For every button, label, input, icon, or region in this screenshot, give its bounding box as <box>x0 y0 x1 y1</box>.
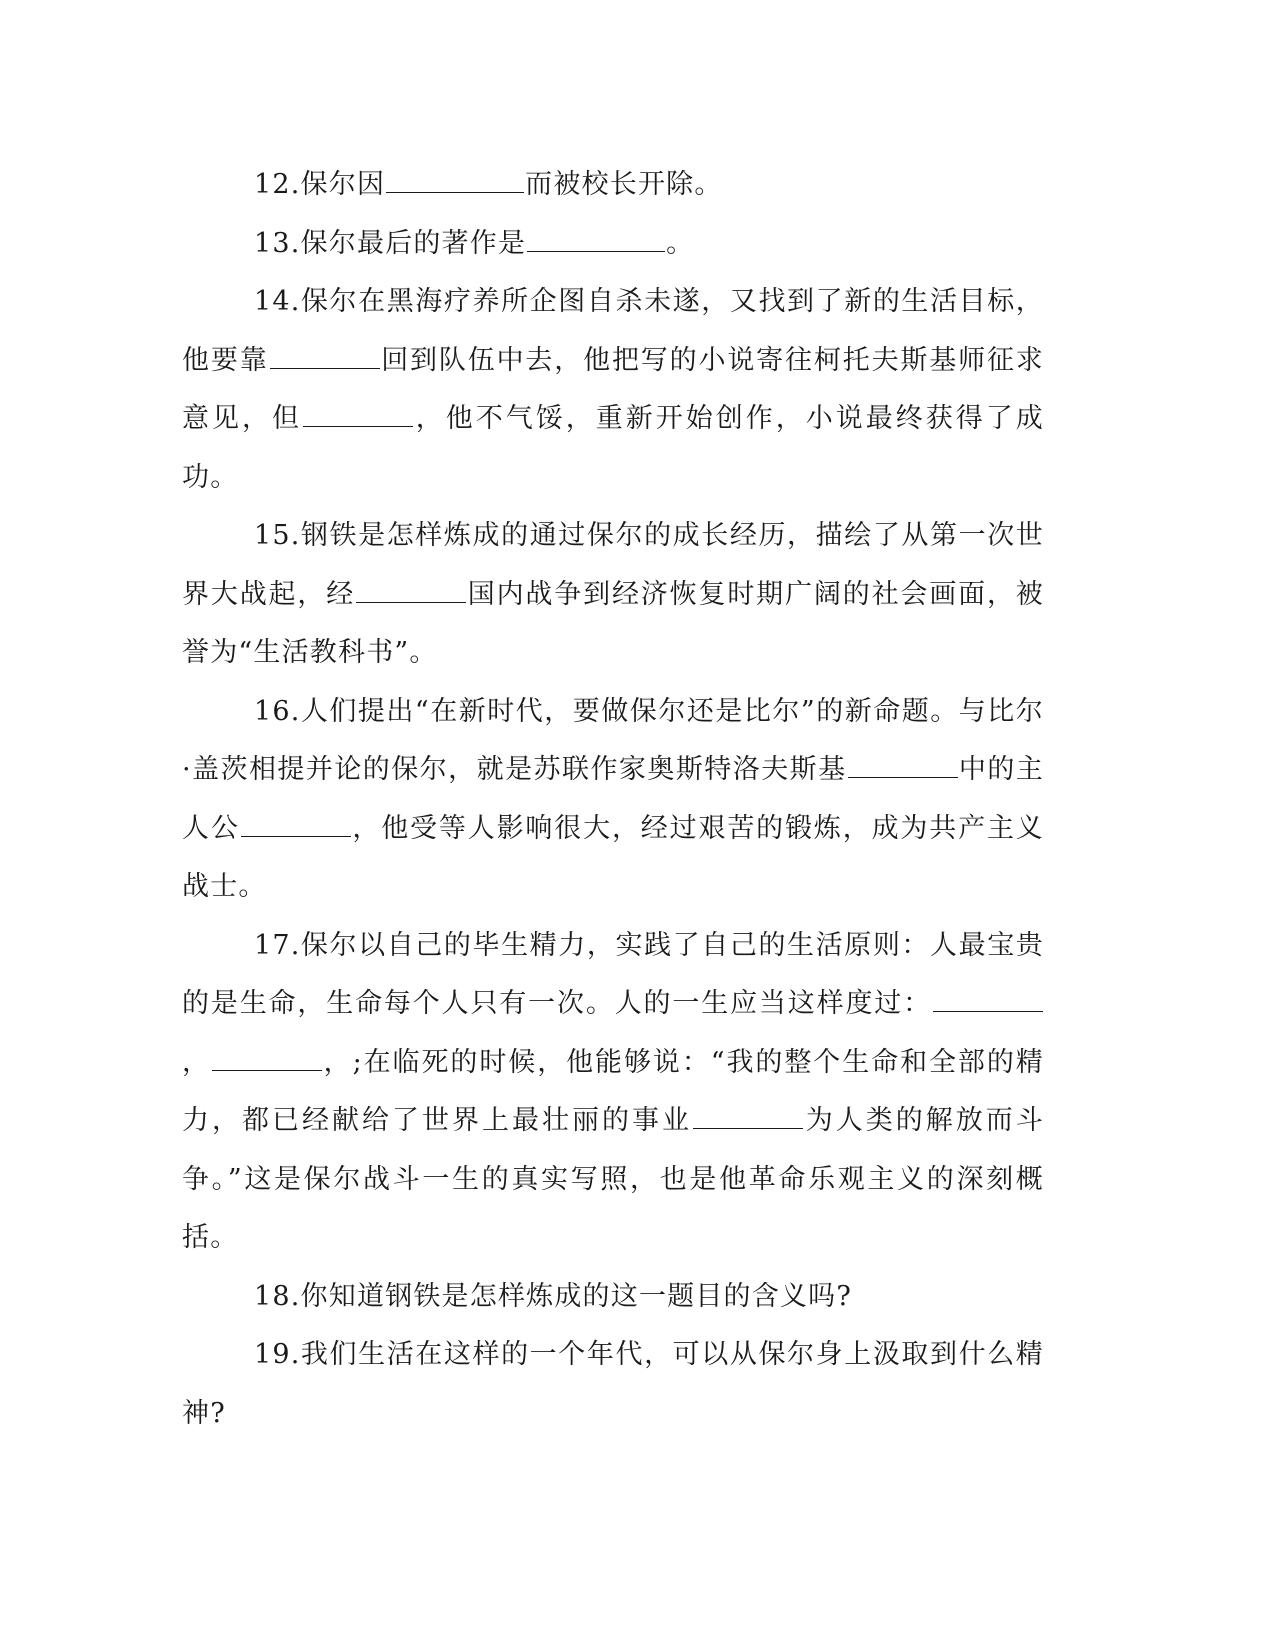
question-17 <box>182 917 1044 1268</box>
question-19 <box>182 1326 1044 1443</box>
question-text: 为人类的解放而斗争。”这是保尔战斗一生的真实写照，也是他革命乐观主义的深刻概括。 <box>182 1105 1044 1253</box>
question-text: 国内战争到经济恢复时期广阔的社会画面，被誉为“生活教科书”。 <box>182 578 1044 668</box>
question-text: 15.钢铁是怎样炼成的通过保尔的成长经历，描绘了从第一次世界大战起，经 <box>182 520 1044 610</box>
answer-blank <box>356 580 466 603</box>
question-text: 14.保尔在黑海疗养所企图自杀未遂，又找到了新的生活目标，他要靠 <box>182 286 1044 376</box>
question-text: ，他不气馁，重新开始创作，小说最终获得了成功。 <box>182 403 1044 493</box>
question-15 <box>182 507 1044 683</box>
question-text: 12.保尔因 <box>254 169 386 200</box>
question-text: 16.人们提出“在新时代，要做保尔还是比尔”的新命题。与比尔·盖茨相提并论的保尔，就是苏联作家奥斯特洛夫斯基 <box>182 695 1044 785</box>
question-text: 13.保尔最后的著作是 <box>254 227 527 259</box>
answer-blank <box>527 229 665 252</box>
answer-blank <box>303 404 413 427</box>
question-18 <box>182 1268 1044 1327</box>
answer-blank <box>270 346 380 369</box>
question-list <box>182 156 1044 1443</box>
question-text: 19.我们生活在这样的一个年代，可以从保尔身上汲取到什么精神? <box>182 1339 1044 1429</box>
question-text: 而被校长开除。 <box>525 169 723 200</box>
question-text: 18.你知道钢铁是怎样炼成的这一题目的含义吗? <box>254 1280 853 1312</box>
answer-blank <box>933 989 1043 1012</box>
answer-blank <box>212 1048 322 1071</box>
answer-blank <box>848 755 958 778</box>
question-12 <box>182 156 1044 215</box>
question-text: ，他受等人影响很大，经过艰苦的锻炼，成为共产主义战士。 <box>182 812 1044 902</box>
question-14 <box>182 273 1044 507</box>
question-text: ，;在临死的时候，他能够说：“我的整个生命和全部的精力，都已经献给了世界上最壮丽的事业 <box>182 1046 1044 1136</box>
answer-blank <box>241 814 351 837</box>
question-16 <box>182 683 1044 917</box>
question-text: 回到队伍中去，他把写的小说寄往柯托夫斯基师征求意见，但 <box>182 344 1044 434</box>
answer-blank <box>693 1106 803 1129</box>
question-text: ， <box>182 1046 211 1078</box>
answer-blank <box>386 170 524 193</box>
question-13 <box>182 215 1044 274</box>
question-text: 17.保尔以自己的毕生精力，实践了自己的生活原则：人最宝贵的是生命，生命每个人只有一次。人的一生应当这样度过： <box>182 929 1044 1019</box>
question-text: 中的主人公 <box>182 754 1044 844</box>
question-text: 。 <box>666 227 695 259</box>
